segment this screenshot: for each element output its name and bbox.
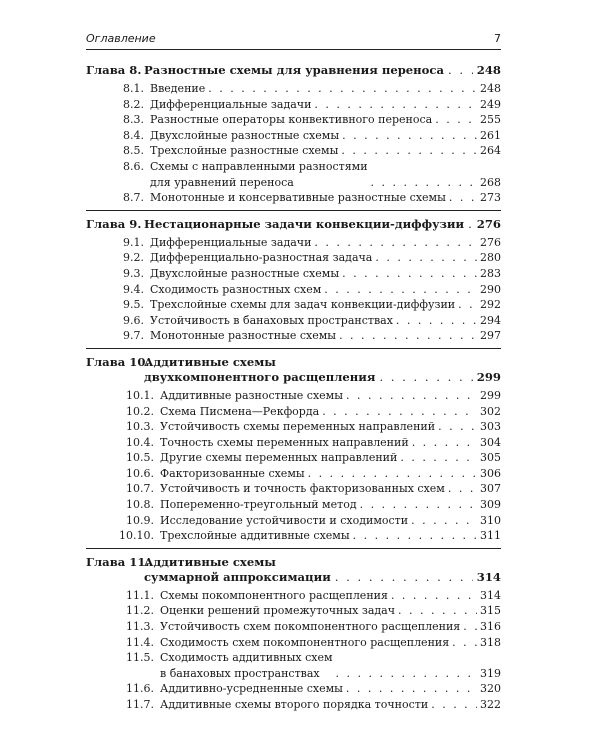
chapter-page: 314 bbox=[476, 569, 501, 584]
section-entry[interactable] bbox=[112, 282, 501, 298]
section-page: 314 bbox=[480, 588, 501, 602]
dot-leader bbox=[452, 635, 477, 651]
section-number: 9.6. bbox=[123, 313, 144, 327]
section-title: для уравнений переноса bbox=[150, 175, 294, 189]
dot-leader bbox=[208, 81, 477, 97]
section-title: Монотонные разностные схемы bbox=[150, 329, 337, 343]
section-entry[interactable] bbox=[112, 466, 501, 482]
section-number: 11.6. bbox=[126, 682, 154, 696]
section-number: 11.4. bbox=[126, 635, 154, 649]
dot-leader bbox=[463, 619, 477, 635]
section-page: 255 bbox=[480, 113, 501, 127]
running-head-title: Оглавление bbox=[86, 32, 156, 45]
section-title: Аддитивно-усредненные схемы bbox=[160, 682, 343, 696]
dot-leader bbox=[360, 497, 477, 513]
section-page: 319 bbox=[480, 666, 501, 680]
section-page: 268 bbox=[480, 175, 501, 189]
chapter-heading[interactable] bbox=[86, 355, 501, 385]
section-number: 8.3. bbox=[123, 113, 144, 127]
section-title: Схемы покомпонентного расщепления bbox=[160, 588, 388, 602]
section-title: Оценки решений промежуточных задач bbox=[160, 604, 395, 618]
section-number: 10.7. bbox=[126, 482, 154, 496]
section-entry[interactable] bbox=[112, 266, 501, 282]
table-of-contents bbox=[86, 59, 501, 717]
dot-leader bbox=[341, 143, 477, 159]
dot-leader bbox=[448, 481, 477, 497]
section-number: 9.7. bbox=[123, 329, 144, 343]
section-page: 290 bbox=[480, 282, 501, 296]
section-title: Разностные операторы конвективного переноса bbox=[150, 113, 433, 127]
section-number: 9.2. bbox=[123, 251, 144, 265]
section-title: Схема Писмена—Рекфорда bbox=[160, 404, 320, 418]
section-page: 280 bbox=[480, 251, 501, 265]
chapter-page: 276 bbox=[476, 216, 501, 231]
dot-leader bbox=[431, 697, 477, 713]
section-page: 315 bbox=[480, 604, 501, 618]
section-page: 273 bbox=[480, 191, 501, 205]
section-number: 11.5. bbox=[126, 651, 154, 665]
dot-leader bbox=[308, 466, 477, 482]
dot-leader bbox=[468, 217, 473, 232]
section-title: Сходимость разностных схем bbox=[150, 282, 322, 296]
section-page: 322 bbox=[480, 698, 501, 711]
section-entry[interactable] bbox=[112, 481, 501, 497]
section-page: 276 bbox=[480, 235, 501, 249]
page-number: 7 bbox=[494, 32, 501, 45]
dot-leader bbox=[438, 419, 477, 435]
section-page: 299 bbox=[480, 388, 501, 402]
section-entry[interactable] bbox=[112, 419, 501, 435]
section-title: Сходимость аддитивных схем bbox=[160, 651, 333, 665]
section-number: 11.7. bbox=[126, 698, 154, 711]
dot-leader bbox=[342, 266, 477, 282]
dot-leader bbox=[346, 681, 477, 697]
section-title: Введение bbox=[150, 82, 206, 95]
section-entry[interactable] bbox=[112, 435, 501, 451]
section-number: 8.4. bbox=[123, 128, 144, 142]
dot-leader bbox=[314, 235, 477, 251]
section-title: Аддитивные разностные схемы bbox=[160, 388, 343, 402]
section-page: 305 bbox=[480, 451, 501, 465]
section-entry[interactable] bbox=[112, 297, 501, 313]
dot-leader bbox=[400, 450, 477, 466]
section-entry[interactable] bbox=[112, 588, 501, 604]
dot-leader bbox=[342, 128, 477, 144]
section-title: Монотонные и консервативные разностные схемы bbox=[150, 191, 446, 205]
chapter-title: Нестационарные задачи конвекции-диффузии bbox=[144, 216, 465, 231]
section-entry[interactable] bbox=[112, 603, 501, 619]
section-entry[interactable] bbox=[112, 159, 501, 190]
section-entry[interactable] bbox=[112, 81, 501, 97]
section-number: 10.4. bbox=[126, 435, 154, 449]
section-number: 10.9. bbox=[126, 513, 154, 527]
section-number: 11.3. bbox=[126, 620, 154, 634]
section-entry[interactable] bbox=[112, 528, 501, 544]
dot-leader bbox=[322, 404, 477, 420]
section-entry[interactable] bbox=[112, 635, 501, 651]
dot-leader bbox=[353, 528, 477, 544]
section-page: 249 bbox=[480, 97, 501, 111]
dot-leader bbox=[346, 388, 477, 404]
chapter-block bbox=[86, 348, 501, 548]
section-title: Дифференциально-разностная задача bbox=[150, 251, 373, 265]
section-page: 318 bbox=[480, 635, 501, 649]
section-title: Точность схемы переменных направлений bbox=[160, 435, 409, 449]
dot-leader bbox=[335, 570, 473, 585]
section-page: 292 bbox=[480, 298, 501, 312]
chapter-number: Глава 8. bbox=[86, 63, 142, 77]
dot-leader bbox=[324, 282, 477, 298]
section-entry[interactable] bbox=[112, 143, 501, 159]
chapter-block bbox=[86, 59, 501, 210]
chapter-title: Аддитивные схемы bbox=[144, 354, 276, 369]
section-entry[interactable] bbox=[112, 235, 501, 251]
chapter-block bbox=[86, 548, 501, 717]
section-number: 9.3. bbox=[123, 266, 144, 280]
dot-leader bbox=[435, 112, 477, 128]
section-page: 297 bbox=[480, 329, 501, 343]
section-number: 11.2. bbox=[126, 604, 154, 618]
chapter-heading[interactable] bbox=[86, 555, 501, 585]
section-title: Трехслойные схемы для задач конвекции-диффузии bbox=[150, 298, 456, 312]
dot-leader bbox=[411, 513, 477, 529]
section-entry[interactable] bbox=[112, 112, 501, 128]
section-page: 264 bbox=[480, 144, 501, 158]
section-title: Дифференциальные задачи bbox=[150, 97, 312, 111]
section-number: 8.5. bbox=[123, 144, 144, 158]
section-entry[interactable] bbox=[112, 697, 501, 713]
chapter-title: двухкомпонентного расщепления bbox=[144, 369, 376, 384]
section-number: 8.2. bbox=[123, 97, 144, 111]
section-number: 8.7. bbox=[123, 191, 144, 205]
section-number: 10.8. bbox=[126, 498, 154, 512]
dot-leader bbox=[449, 190, 477, 206]
section-title: Устойчивость в банаховых пространствах bbox=[150, 313, 393, 327]
dot-leader bbox=[375, 250, 477, 266]
dot-leader bbox=[412, 435, 477, 451]
section-page: 310 bbox=[480, 513, 501, 527]
chapter-title: Разностные схемы для уравнения переноса bbox=[144, 63, 444, 77]
section-number: 10.3. bbox=[126, 420, 154, 434]
section-page: 302 bbox=[480, 404, 501, 418]
section-number: 10.1. bbox=[126, 388, 154, 402]
section-page: 261 bbox=[480, 128, 501, 142]
section-page: 304 bbox=[480, 435, 501, 449]
section-page: 306 bbox=[480, 466, 501, 480]
section-title: Трехслойные аддитивные схемы bbox=[160, 529, 350, 543]
dot-leader bbox=[391, 588, 477, 604]
section-number: 8.1. bbox=[123, 82, 144, 95]
running-head bbox=[86, 31, 501, 50]
section-page: 320 bbox=[480, 682, 501, 696]
chapter-heading[interactable] bbox=[86, 63, 501, 78]
section-title: Трехслойные разностные схемы bbox=[150, 144, 339, 158]
chapter-page: 299 bbox=[476, 369, 501, 384]
section-page: 303 bbox=[480, 420, 501, 434]
chapter-block bbox=[86, 210, 501, 348]
dot-leader bbox=[314, 97, 477, 113]
section-page: 307 bbox=[480, 482, 501, 496]
section-entry[interactable] bbox=[112, 190, 501, 206]
dot-leader bbox=[379, 370, 472, 385]
section-title: Устойчивость схемы переменных направлений bbox=[160, 420, 436, 434]
dot-leader bbox=[339, 328, 477, 344]
section-title: Сходимость схем покомпонентного расщепления bbox=[160, 635, 450, 649]
section-title: Двухслойные разностные схемы bbox=[150, 266, 340, 280]
section-entry[interactable] bbox=[112, 313, 501, 329]
section-page: 248 bbox=[480, 82, 501, 95]
section-title: Аддитивные схемы второго порядка точности bbox=[160, 698, 429, 711]
section-title: Попеременно-треугольный метод bbox=[160, 498, 357, 512]
section-title: в банаховых пространствах bbox=[160, 666, 320, 680]
section-entry[interactable] bbox=[112, 497, 501, 513]
section-number: 10.10. bbox=[119, 529, 154, 543]
section-number: 8.6. bbox=[123, 159, 144, 173]
section-entry[interactable] bbox=[112, 650, 501, 681]
section-entry[interactable] bbox=[112, 250, 501, 266]
chapter-title: Аддитивные схемы bbox=[144, 554, 276, 569]
dot-leader bbox=[396, 313, 477, 329]
section-title: Устойчивость и точность факторизованных схем bbox=[160, 482, 445, 496]
section-number: 10.6. bbox=[126, 466, 154, 480]
section-entry[interactable] bbox=[112, 513, 501, 529]
section-title: Двухслойные разностные схемы bbox=[150, 128, 340, 142]
section-number: 11.1. bbox=[126, 588, 154, 602]
section-number: 10.2. bbox=[126, 404, 154, 418]
dot-leader bbox=[336, 666, 477, 682]
section-page: 309 bbox=[480, 498, 501, 512]
section-page: 283 bbox=[480, 266, 501, 280]
chapter-number: Глава 9. bbox=[86, 216, 142, 231]
section-title: Другие схемы переменных направлений bbox=[160, 451, 398, 465]
dot-leader bbox=[398, 603, 477, 619]
section-entry[interactable] bbox=[112, 97, 501, 113]
chapter-page: 248 bbox=[476, 63, 501, 77]
section-number: 9.1. bbox=[123, 235, 144, 249]
section-title: Дифференциальные задачи bbox=[150, 235, 312, 249]
section-title: Факторизованные схемы bbox=[160, 466, 305, 480]
section-entry[interactable] bbox=[112, 328, 501, 344]
section-entry[interactable] bbox=[112, 619, 501, 635]
chapter-title: суммарной аппроксимации bbox=[144, 569, 331, 584]
section-entry[interactable] bbox=[112, 388, 501, 404]
section-page: 311 bbox=[480, 529, 501, 543]
chapter-heading[interactable] bbox=[86, 217, 501, 232]
section-title: Исследование устойчивости и сходимости bbox=[160, 513, 409, 527]
section-entry[interactable] bbox=[112, 404, 501, 420]
dot-leader bbox=[458, 297, 477, 313]
dot-leader bbox=[448, 63, 473, 78]
section-number: 10.5. bbox=[126, 451, 154, 465]
section-entry[interactable] bbox=[112, 128, 501, 144]
section-number: 9.5. bbox=[123, 298, 144, 312]
section-page: 294 bbox=[480, 313, 501, 327]
section-entry[interactable] bbox=[112, 681, 501, 697]
chapter-number: Глава 11. bbox=[86, 554, 150, 569]
section-number: 9.4. bbox=[123, 282, 144, 296]
dot-leader bbox=[371, 175, 477, 191]
section-page: 316 bbox=[480, 620, 501, 634]
section-title: Схемы с направленными разностями bbox=[150, 159, 368, 173]
section-entry[interactable] bbox=[112, 450, 501, 466]
chapter-number: Глава 10. bbox=[86, 354, 150, 369]
section-title: Устойчивость схем покомпонентного расщепления bbox=[160, 620, 461, 634]
